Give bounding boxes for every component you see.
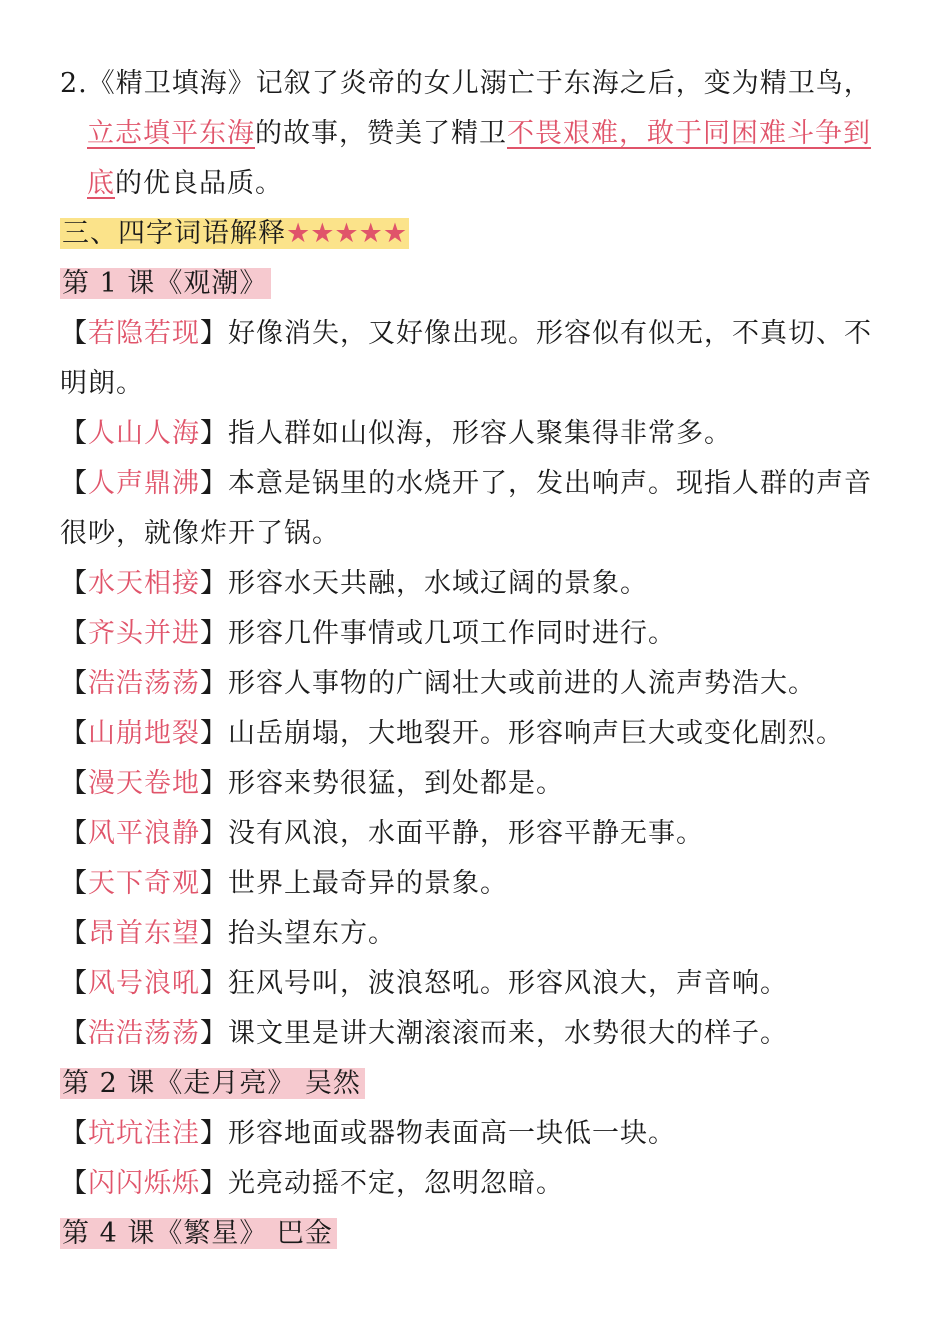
- lesson-title: 第 1 课《观潮》: [60, 268, 271, 299]
- highlight-phrase-2: 不畏艰难，敢于同困难斗争到: [507, 118, 871, 149]
- bracket-open: 【: [60, 668, 88, 699]
- vocab-word: 人山人海: [88, 418, 200, 449]
- vocab-entry: [60, 466, 900, 502]
- vocab-definition: 指人群如山似海，形容人聚集得非常多。: [228, 418, 732, 449]
- vocab-word: 浩浩荡荡: [88, 1018, 200, 1049]
- bracket-open: 【: [60, 768, 88, 799]
- vocab-definition: 形容人事物的广阔壮大或前进的人流声势浩大。: [228, 668, 816, 699]
- bracket-open: 【: [60, 718, 88, 749]
- bracket-open: 【: [60, 918, 88, 949]
- vocab-entry-continuation: [60, 516, 900, 552]
- vocab-word: 人声鼎沸: [88, 468, 200, 499]
- bracket-close: 】: [200, 568, 228, 599]
- bracket-close: 】: [200, 418, 228, 449]
- bracket-open: 【: [60, 1168, 88, 1199]
- lesson-2-heading: [60, 1066, 900, 1102]
- vocab-definition: 山岳崩塌，大地裂开。形容响声巨大或变化剧烈。: [228, 718, 844, 749]
- bracket-close: 】: [200, 1168, 228, 1199]
- vocab-entry: [60, 416, 900, 452]
- point-text-mid: 的故事，赞美了精卫: [255, 118, 507, 149]
- vocab-entry-continuation: [60, 366, 900, 402]
- bracket-close: 】: [200, 1018, 228, 1049]
- vocab-entry: [60, 566, 900, 602]
- vocab-definition: 光亮动摇不定，忽明忽暗。: [228, 1168, 564, 1199]
- vocab-entry: [60, 616, 900, 652]
- lesson-title: 第 2 课《走月亮》 吴然: [60, 1068, 365, 1099]
- vocab-word: 天下奇观: [88, 868, 200, 899]
- bracket-open: 【: [60, 418, 88, 449]
- vocab-entry: [60, 1166, 900, 1202]
- bracket-open: 【: [60, 968, 88, 999]
- vocab-entry: [60, 316, 900, 352]
- lesson-title: 第 4 课《繁星》 巴金: [60, 1218, 337, 1249]
- vocab-entry: [60, 816, 900, 852]
- point-2-line-1: [60, 66, 900, 102]
- vocab-definition: 好像消失，又好像出现。形容似有似无，不真切、不: [228, 318, 872, 349]
- vocab-definition: 形容水天共融，水域辽阔的景象。: [228, 568, 648, 599]
- vocab-definition: 形容来势很猛，到处都是。: [228, 768, 564, 799]
- vocab-definition: 世界上最奇异的景象。: [228, 868, 508, 899]
- bracket-open: 【: [60, 618, 88, 649]
- vocab-entry: [60, 666, 900, 702]
- vocab-definition: 形容地面或器物表面高一块低一块。: [228, 1118, 676, 1149]
- bracket-open: 【: [60, 1018, 88, 1049]
- vocab-entry: [60, 1116, 900, 1152]
- vocab-definition: 很吵，就像炸开了锅。: [60, 518, 340, 549]
- vocab-word: 浩浩荡荡: [88, 668, 200, 699]
- vocab-definition: 抬头望东方。: [228, 918, 396, 949]
- bracket-open: 【: [60, 468, 88, 499]
- bracket-open: 【: [60, 1118, 88, 1149]
- vocab-word: 齐头并进: [88, 618, 200, 649]
- vocab-word: 坑坑洼洼: [88, 1118, 200, 1149]
- lesson-4-heading: [60, 1216, 900, 1252]
- bracket-close: 】: [200, 818, 228, 849]
- vocab-definition: 狂风号叫，波浪怒吼。形容风浪大，声音响。: [228, 968, 788, 999]
- highlight-phrase-1: 立志填平东海: [87, 118, 255, 149]
- bracket-close: 】: [200, 868, 228, 899]
- bracket-close: 】: [200, 768, 228, 799]
- vocab-entry: [60, 866, 900, 902]
- vocab-word: 山崩地裂: [88, 718, 200, 749]
- point-2-line-3: [87, 166, 927, 202]
- bracket-open: 【: [60, 568, 88, 599]
- vocab-definition: 课文里是讲大潮滚滚而来，水势很大的样子。: [228, 1018, 788, 1049]
- bracket-close: 】: [200, 718, 228, 749]
- point-text-end: 的优良品质。: [115, 168, 283, 199]
- vocab-word: 昂首东望: [88, 918, 200, 949]
- bracket-close: 】: [200, 1118, 228, 1149]
- section-heading-box: [60, 218, 409, 249]
- bracket-close: 】: [200, 618, 228, 649]
- vocab-definition: 形容几件事情或几项工作同时进行。: [228, 618, 676, 649]
- bracket-close: 】: [200, 918, 228, 949]
- point-number: 2.: [60, 68, 88, 99]
- point-2-line-2: [87, 116, 927, 152]
- section-heading: [60, 216, 900, 252]
- lesson-1-heading: [60, 266, 900, 302]
- bracket-close: 】: [200, 968, 228, 999]
- vocab-entry: [60, 1016, 900, 1052]
- vocab-word: 漫天卷地: [88, 768, 200, 799]
- vocab-word: 水天相接: [88, 568, 200, 599]
- vocab-entry: [60, 766, 900, 802]
- vocab-entry: [60, 916, 900, 952]
- vocab-entry: [60, 966, 900, 1002]
- star-rating-icon: ★★★★★: [286, 218, 408, 249]
- point-text: 《精卫填海》记叙了炎帝的女儿溺亡于东海之后，变为精卫鸟，: [87, 68, 872, 99]
- bracket-close: 】: [200, 318, 228, 349]
- vocab-word: 闪闪烁烁: [88, 1168, 200, 1199]
- vocab-word: 风号浪吼: [88, 968, 200, 999]
- bracket-open: 【: [60, 318, 88, 349]
- bracket-close: 】: [200, 668, 228, 699]
- vocab-definition: 明朗。: [60, 368, 144, 399]
- bracket-close: 】: [200, 468, 228, 499]
- bracket-open: 【: [60, 818, 88, 849]
- bracket-open: 【: [60, 868, 88, 899]
- vocab-word: 风平浪静: [88, 818, 200, 849]
- vocab-entry: [60, 716, 900, 752]
- vocab-definition: 本意是锅里的水烧开了，发出响声。现指人群的声音: [228, 468, 872, 499]
- section-title: 三、四字词语解释: [62, 218, 286, 249]
- vocab-definition: 没有风浪，水面平静，形容平静无事。: [228, 818, 704, 849]
- vocab-word: 若隐若现: [88, 318, 200, 349]
- highlight-phrase-2-end: 底: [87, 168, 115, 199]
